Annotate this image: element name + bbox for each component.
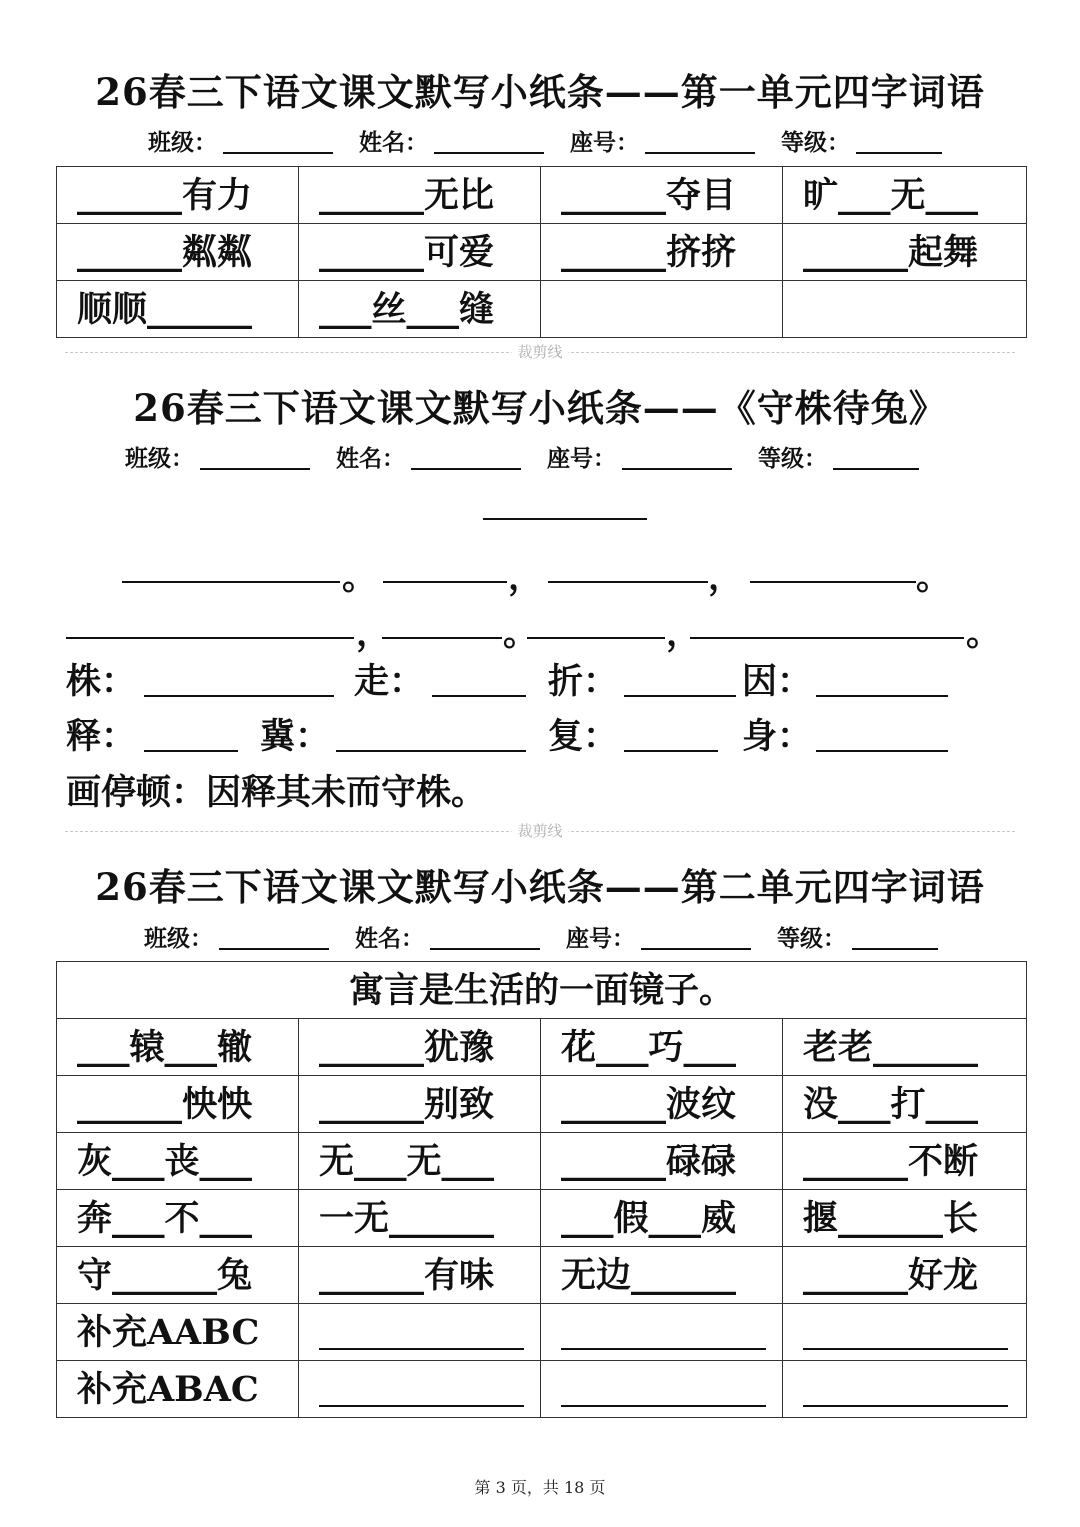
table-row: [57, 1190, 1027, 1247]
page-footer: 第 3 页，共 18 页: [474, 1478, 606, 1497]
word-cell: [783, 281, 1027, 338]
word-cell: 没___打___: [783, 1076, 1027, 1133]
name-field[interactable]: [434, 130, 544, 154]
section1-title: 26春三下语文课文默写小纸条——第一单元四字词语: [95, 70, 985, 114]
poem-blank[interactable]: [122, 581, 340, 583]
word-cell: ______挤挤: [541, 224, 783, 281]
grade-field[interactable]: [833, 446, 919, 470]
word-cell: ______碌碌: [541, 1133, 783, 1190]
answer-cell[interactable]: [541, 1304, 783, 1361]
cut-label: 裁剪线: [511, 342, 568, 362]
poem-blank[interactable]: [66, 637, 354, 639]
word-cell: ______犹豫: [299, 1019, 541, 1076]
table-row: [57, 167, 1027, 224]
explain-zhu-label: 株：: [66, 661, 137, 702]
table-row: [57, 1304, 1027, 1361]
seat-field[interactable]: [622, 446, 732, 470]
table-row: [57, 1361, 1027, 1418]
word-cell: ___辕___辙: [57, 1019, 299, 1076]
explain-shi-label: 释：: [66, 716, 137, 757]
explain-blank[interactable]: [432, 695, 526, 697]
period-mark: 。: [503, 613, 539, 654]
table-row: [57, 1247, 1027, 1304]
period-mark: 。: [916, 557, 952, 598]
section2-info-row: [125, 440, 937, 473]
word-cell: ______不断: [783, 1133, 1027, 1190]
word-cell: ______好龙: [783, 1247, 1027, 1304]
table-header: 寓言是生活的一面镜子。: [57, 962, 1027, 1019]
answer-cell[interactable]: [541, 1361, 783, 1418]
word-cell: 一无______: [299, 1190, 541, 1247]
word-cell: 花___巧___: [541, 1019, 783, 1076]
class-label: 班级：: [148, 129, 217, 156]
section2-title: 26春三下语文课文默写小纸条——《守株待兔》: [133, 386, 947, 430]
class-label: 班级：: [144, 925, 213, 952]
word-cell: [541, 281, 783, 338]
seat-label: 座号：: [547, 445, 617, 472]
cut-line-2: [65, 821, 1015, 841]
seat-label: 座号：: [566, 925, 636, 952]
answer-blank[interactable]: [803, 1318, 1008, 1350]
section3-table: [56, 961, 1027, 1418]
explain-blank[interactable]: [336, 750, 526, 752]
grade-field[interactable]: [852, 926, 938, 950]
table-row: [57, 224, 1027, 281]
section1-info-row: [148, 124, 960, 157]
table-header-row: [57, 962, 1027, 1019]
explain-blank[interactable]: [144, 695, 334, 697]
class-field[interactable]: [223, 130, 333, 154]
supplement-label: 补充ABAC: [57, 1361, 299, 1418]
poem-blank[interactable]: [690, 637, 964, 639]
word-cell: 守______兔: [57, 1247, 299, 1304]
explain-ji-label: 冀：: [260, 716, 331, 757]
name-label: 姓名：: [336, 445, 406, 472]
word-cell: ______有味: [299, 1247, 541, 1304]
answer-blank[interactable]: [319, 1375, 524, 1407]
period-mark: 。: [342, 557, 378, 598]
word-cell: 无边______: [541, 1247, 783, 1304]
section3-title: 26春三下语文课文默写小纸条——第二单元四字词语: [95, 865, 985, 909]
table-row: [57, 1019, 1027, 1076]
comma-mark: ，: [508, 557, 544, 598]
grade-label: 等级：: [758, 445, 828, 472]
word-cell: 揠______长: [783, 1190, 1027, 1247]
class-field[interactable]: [219, 926, 329, 950]
answer-blank[interactable]: [803, 1375, 1008, 1407]
cut-line-1: [65, 342, 1015, 362]
answer-blank[interactable]: [561, 1318, 766, 1350]
answer-blank[interactable]: [561, 1375, 766, 1407]
section3-info-row: [144, 920, 956, 953]
supplement-label: 补充AABC: [57, 1304, 299, 1361]
comma-mark: ，: [356, 613, 392, 654]
seat-field[interactable]: [641, 926, 751, 950]
comma-mark: ，: [708, 557, 744, 598]
word-cell: 奔___不___: [57, 1190, 299, 1247]
poem-title-blank[interactable]: [483, 518, 647, 520]
word-cell: ______粼粼: [57, 224, 299, 281]
poem-blank[interactable]: [548, 581, 708, 583]
grade-field[interactable]: [856, 130, 942, 154]
word-cell: 灰___丧___: [57, 1133, 299, 1190]
grade-label: 等级：: [781, 129, 851, 156]
poem-blank[interactable]: [382, 637, 502, 639]
answer-cell[interactable]: [299, 1304, 541, 1361]
explain-fu-label: 复：: [548, 716, 619, 757]
period-mark: 。: [966, 613, 1002, 654]
comma-mark: ，: [666, 613, 702, 654]
word-cell: ___假___威: [541, 1190, 783, 1247]
word-cell: ______无比: [299, 167, 541, 224]
name-field[interactable]: [411, 446, 521, 470]
explain-zou-label: 走：: [354, 661, 425, 702]
table-row: [57, 1133, 1027, 1190]
explain-blank[interactable]: [624, 750, 718, 752]
word-cell: ___丝___缝: [299, 281, 541, 338]
name-field[interactable]: [430, 926, 540, 950]
seat-label: 座号：: [570, 129, 640, 156]
explain-blank[interactable]: [816, 750, 948, 752]
word-cell: 顺顺______: [57, 281, 299, 338]
explain-zhe-label: 折：: [548, 661, 619, 702]
word-cell: ______有力: [57, 167, 299, 224]
grade-label: 等级：: [777, 925, 847, 952]
cut-label: 裁剪线: [511, 821, 568, 841]
explain-shen-label: 身：: [742, 716, 813, 757]
word-cell: ______起舞: [783, 224, 1027, 281]
word-cell: ______怏怏: [57, 1076, 299, 1133]
explain-yin-label: 因：: [742, 661, 813, 702]
explain-blank[interactable]: [624, 695, 736, 697]
class-label: 班级：: [125, 445, 194, 472]
poem-blank[interactable]: [383, 581, 507, 583]
word-cell: ______夺目: [541, 167, 783, 224]
poem-blank[interactable]: [527, 637, 665, 639]
word-cell: ______别致: [299, 1076, 541, 1133]
section1-table: [56, 166, 1027, 338]
answer-blank[interactable]: [319, 1318, 524, 1350]
word-cell: 老老______: [783, 1019, 1027, 1076]
explain-blank[interactable]: [144, 750, 238, 752]
table-row: [57, 1076, 1027, 1133]
table-row: [57, 281, 1027, 338]
word-cell: 旷___无___: [783, 167, 1027, 224]
name-label: 姓名：: [359, 129, 429, 156]
word-cell: ______波纹: [541, 1076, 783, 1133]
explain-blank[interactable]: [816, 695, 948, 697]
word-cell: ______可爱: [299, 224, 541, 281]
word-cell: 无___无___: [299, 1133, 541, 1190]
pause-task: 画停顿：因释其未而守株。: [66, 772, 487, 813]
seat-field[interactable]: [645, 130, 755, 154]
answer-cell[interactable]: [783, 1361, 1027, 1418]
class-field[interactable]: [200, 446, 310, 470]
answer-cell[interactable]: [783, 1304, 1027, 1361]
name-label: 姓名：: [355, 925, 425, 952]
poem-blank[interactable]: [750, 581, 916, 583]
answer-cell[interactable]: [299, 1361, 541, 1418]
